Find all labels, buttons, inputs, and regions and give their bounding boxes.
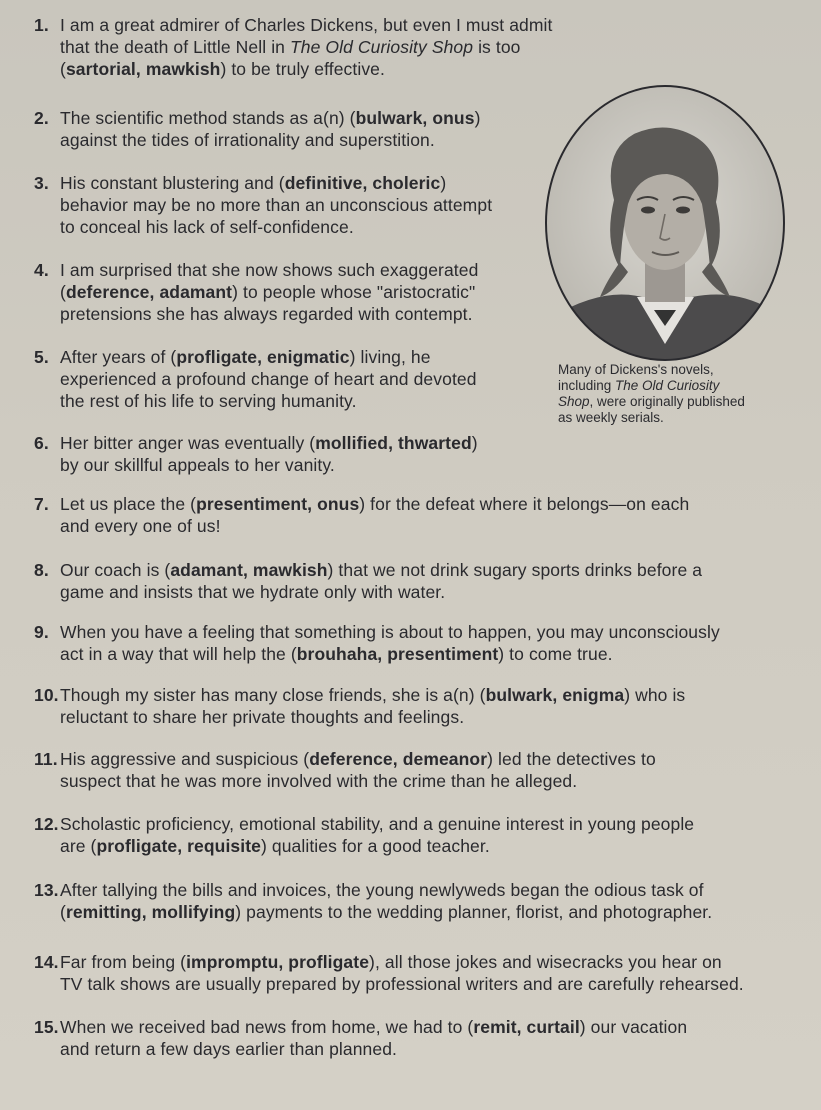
answer-choices: deference, demeanor xyxy=(309,749,488,769)
text-line: pretensions she has always regarded with contempt. xyxy=(60,304,473,324)
item-14 xyxy=(34,951,744,995)
text-line: including The Old Curiosity xyxy=(558,378,720,393)
text-line: TV talk shows are usually prepared by professional writers and are carefully rehearsed. xyxy=(60,974,744,994)
item-5 xyxy=(34,346,477,412)
item-15 xyxy=(34,1016,687,1060)
item-text xyxy=(60,172,492,238)
item-2 xyxy=(34,107,481,151)
item-number: 13. xyxy=(34,880,59,900)
text-line: and return a few days earlier than planned. xyxy=(60,1039,398,1059)
item-8 xyxy=(34,559,702,603)
answer-choices: remitting, mollifying xyxy=(65,902,236,922)
text-line: His constant blustering and (definitive, choleric) xyxy=(60,173,447,193)
item-number: 11. xyxy=(34,749,58,769)
item-text xyxy=(60,559,702,603)
text-line: to conceal his lack of self-confidence. xyxy=(60,217,354,237)
item-text xyxy=(60,346,477,412)
text-line: Many of Dickens's novels, xyxy=(558,362,714,377)
item-text xyxy=(60,621,720,665)
text-line: game and insists that we hydrate only with water. xyxy=(60,582,446,602)
answer-choices: impromptu, profligate xyxy=(186,952,370,972)
item-number: 4. xyxy=(34,260,49,280)
item-text xyxy=(60,879,712,923)
text-line: I am surprised that she now shows such exaggerated xyxy=(60,260,479,280)
portrait-caption xyxy=(558,362,788,426)
text-line: (sartorial, mawkish) to be truly effective. xyxy=(60,59,385,79)
text-line: After years of (profligate, enigmatic) living, he xyxy=(60,347,431,367)
text-line: Her bitter anger was eventually (mollified, thwarted) xyxy=(60,433,478,453)
text-line: When we received bad news from home, we had to (remit, curtail) our vacation xyxy=(60,1017,688,1037)
text-line: (deference, adamant) to people whose "aristocratic" xyxy=(60,282,476,302)
answer-choices: sartorial, mawkish xyxy=(65,59,221,79)
item-7 xyxy=(34,493,689,537)
text-line: The scientific method stands as a(n) (bulwark, onus) xyxy=(60,108,481,128)
answer-choices: bulwark, onus xyxy=(355,108,475,128)
text-line: Our coach is (adamant, mawkish) that we not drink sugary sports drinks before a xyxy=(60,560,703,580)
item-number: 6. xyxy=(34,433,49,453)
item-text xyxy=(60,684,685,728)
item-number: 12. xyxy=(34,814,59,834)
item-text xyxy=(60,813,694,857)
text-line: by our skillful appeals to her vanity. xyxy=(60,455,335,475)
answer-choices: brouhaha, presentiment xyxy=(296,644,499,664)
answer-choices: remit, curtail xyxy=(473,1017,580,1037)
text-line: and every one of us! xyxy=(60,516,221,536)
text-line: Scholastic proficiency, emotional stability, and a genuine interest in young people xyxy=(60,814,695,834)
item-text xyxy=(60,14,553,80)
item-9 xyxy=(34,621,720,665)
text-line: After tallying the bills and invoices, the young newlyweds began the odious task of xyxy=(60,880,704,900)
item-number: 15. xyxy=(34,1017,59,1037)
answer-choices: mollified, thwarted xyxy=(315,433,472,453)
item-text xyxy=(60,493,689,537)
answer-choices: profligate, requisite xyxy=(96,836,261,856)
item-11 xyxy=(34,748,656,792)
answer-choices: adamant, mawkish xyxy=(170,560,328,580)
item-number: 9. xyxy=(34,622,49,642)
item-number: 14. xyxy=(34,952,59,972)
item-text xyxy=(60,259,478,325)
text-line: as weekly serials. xyxy=(558,410,664,425)
item-number: 7. xyxy=(34,494,49,514)
item-text xyxy=(60,951,744,995)
text-line: experienced a profound change of heart and devoted xyxy=(60,369,477,389)
answer-choices: definitive, choleric xyxy=(284,173,441,193)
item-number: 3. xyxy=(34,173,49,193)
item-number: 8. xyxy=(34,560,49,580)
item-text xyxy=(60,1016,687,1060)
book-title: Shop xyxy=(558,394,590,409)
text-line: suspect that he was more involved with the crime than he alleged. xyxy=(60,771,578,791)
item-number: 2. xyxy=(34,108,49,128)
text-line: Shop, were originally published xyxy=(558,394,745,409)
item-4 xyxy=(34,259,478,325)
text-line: Far from being (impromptu, profligate), all those jokes and wisecracks you hear on xyxy=(60,952,722,972)
text-line: the rest of his life to serving humanity. xyxy=(60,391,357,411)
book-title: The Old Curiosity xyxy=(615,378,720,393)
text-line: When you have a feeling that something is about to happen, you may unconsciously xyxy=(60,622,720,642)
answer-choices: presentiment, onus xyxy=(196,494,360,514)
item-number: 10. xyxy=(34,685,59,705)
text-line: against the tides of irrationality and superstition. xyxy=(60,130,435,150)
text-line: (remitting, mollifying) payments to the wedding planner, florist, and photographer. xyxy=(60,902,713,922)
item-3 xyxy=(34,172,492,238)
item-number: 1. xyxy=(34,15,49,35)
text-line: that the death of Little Nell in The Old Curiosity Shop is too xyxy=(60,37,521,57)
text-line: act in a way that will help the (brouhaha, presentiment) to come true. xyxy=(60,644,613,664)
dickens-portrait-image xyxy=(542,82,788,364)
book-title: The Old Curiosity Shop xyxy=(289,37,474,57)
text-line: Let us place the (presentiment, onus) for the defeat where it belongs—on each xyxy=(60,494,690,514)
item-12 xyxy=(34,813,694,857)
item-6 xyxy=(34,432,478,476)
text-line: are (profligate, requisite) qualities for a good teacher. xyxy=(60,836,490,856)
item-13 xyxy=(34,879,712,923)
answer-choices: deference, adamant xyxy=(65,282,233,302)
text-line: reluctant to share her private thoughts and feelings. xyxy=(60,707,465,727)
item-text xyxy=(60,432,478,476)
answer-choices: profligate, enigmatic xyxy=(176,347,350,367)
item-text xyxy=(60,748,656,792)
text-line: Though my sister has many close friends, she is a(n) (bulwark, enigma) who is xyxy=(60,685,686,705)
item-text xyxy=(60,107,481,151)
item-1 xyxy=(34,14,553,80)
item-number: 5. xyxy=(34,347,49,367)
text-line: His aggressive and suspicious (deference, demeanor) led the detectives to xyxy=(60,749,656,769)
text-line: behavior may be no more than an unconscious attempt xyxy=(60,195,493,215)
text-line: I am a great admirer of Charles Dickens, but even I must admit xyxy=(60,15,553,35)
answer-choices: bulwark, enigma xyxy=(485,685,625,705)
item-10 xyxy=(34,684,685,728)
